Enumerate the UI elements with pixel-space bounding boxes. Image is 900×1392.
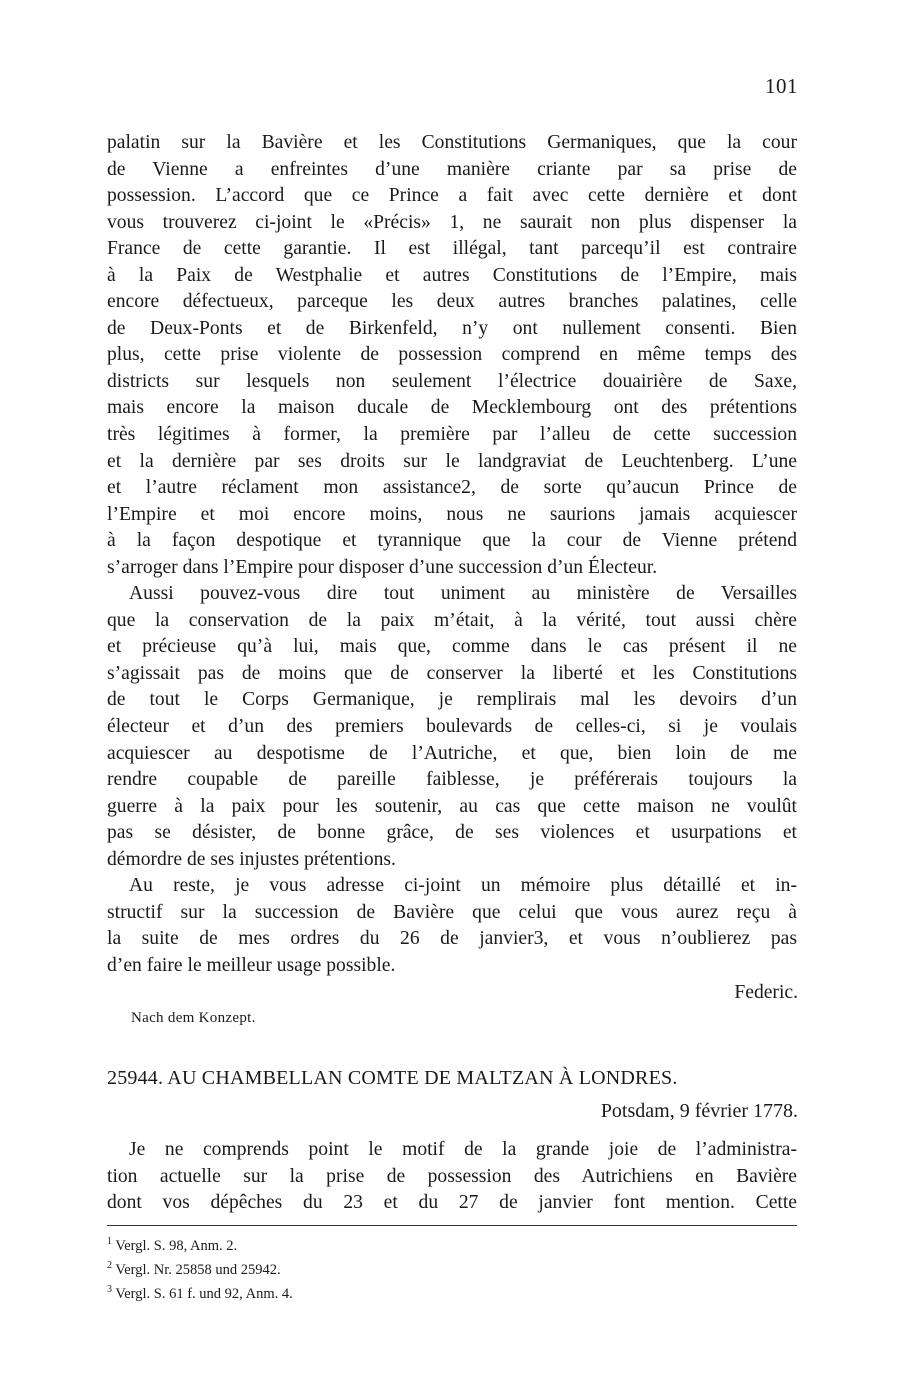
- footnote-text: Vergl. S. 61 f. und 92, Anm. 4.: [112, 1285, 293, 1302]
- text-line: de tout le Corps Germanique, je remplirais mal les devoirs d’un: [107, 689, 797, 711]
- text-line: s’agissait pas de moins que de conserver la liberté et les Constitutions: [107, 662, 797, 684]
- text-line: Aussi pouvez-vous dire tout uniment au ministère de Versailles: [129, 583, 797, 605]
- footnote-mark: 2: [107, 1259, 112, 1271]
- footnote: [107, 1232, 293, 1256]
- text-line: et la dernière par ses droits sur le landgraviat de Leuchtenberg. L’une: [107, 450, 797, 472]
- footnote-text: Vergl. S. 98, Anm. 2.: [112, 1237, 238, 1254]
- letter-text: [107, 1137, 797, 1217]
- text-line: que la conservation de la paix m’était, à la vérité, tout aussi chère: [107, 609, 797, 631]
- signature: Federic.: [734, 982, 798, 1003]
- text-line: plus, cette prise violente de possession comprend en même temps des: [107, 344, 797, 366]
- text-line: d’en faire le meilleur usage possible.: [107, 954, 396, 976]
- text-line: l’Empire et moi encore moins, nous ne saurions jamais acquiescer: [107, 503, 797, 525]
- source-note: Nach dem Konzept.: [131, 1010, 256, 1026]
- text-line: districts sur lesquels non seulement l’électrice douairière de Saxe,: [107, 370, 797, 392]
- text-line: à la Paix de Westphalie et autres Constitutions de l’Empire, mais: [107, 264, 797, 286]
- footnote: [107, 1256, 293, 1280]
- text-line: et l’autre réclament mon assistance2, de sorte qu’aucun Prince de: [107, 477, 797, 499]
- text-line: vous trouverez ci-joint le «Précis» 1, ne saurait non plus dispenser la: [107, 211, 797, 233]
- text-line: de Vienne a enfreintes d’une manière criante par sa prise de: [107, 158, 797, 180]
- text-line: pas se désister, de bonne grâce, de ses violences et usurpations et: [107, 822, 797, 844]
- footnote-mark: 1: [107, 1236, 112, 1247]
- text-line: Je ne comprends point le motif de la grande joie de l’administra-: [129, 1139, 797, 1160]
- footnote-mark: 3: [107, 1283, 112, 1295]
- text-line: très légitimes à former, la première par l’alleu de cette succession: [107, 424, 797, 446]
- text-line: la suite de mes ordres du 26 de janvier3, et vous n’oublierez pas: [107, 928, 797, 950]
- text-line: tion actuelle sur la prise de possession des Autrichiens en Bavière: [107, 1165, 797, 1187]
- text-line: s’arroger dans l’Empire pour disposer d’une succession d’un Électeur.: [107, 556, 658, 578]
- main-text: [107, 130, 797, 980]
- text-line: palatin sur la Bavière et les Constitutions Germaniques, que la cour: [107, 132, 797, 153]
- text-line: Au reste, je vous adresse ci-joint un mémoire plus détaillé et in-: [129, 875, 797, 897]
- text-line: dont vos dépêches du 23 et du 27 de janvier font mention. Cette: [107, 1192, 797, 1214]
- text-line: guerre à la paix pour les soutenir, au cas que cette maison ne voulût: [107, 795, 797, 817]
- text-line: à la façon despotique et tyrannique que la cour de Vienne prétend: [107, 530, 797, 552]
- footnotes: [107, 1232, 293, 1303]
- footnote-text: Vergl. Nr. 25858 und 25942.: [112, 1261, 281, 1278]
- text-line: encore défectueux, parceque les deux autres branches palatines, celle: [107, 291, 797, 313]
- letter-heading: 25944. AU CHAMBELLAN COMTE DE MALTZAN À LONDRES.: [107, 1067, 678, 1089]
- footnote: [107, 1280, 293, 1304]
- text-line: de Deux-Ponts et de Birkenfeld, n’y ont nullement consenti. Bien: [107, 317, 797, 339]
- text-line: structif sur la succession de Bavière que celui que vous aurez reçu à: [107, 901, 797, 923]
- text-line: acquiescer au despotisme de l’Autriche, et que, bien loin de me: [107, 742, 797, 764]
- text-line: démordre de ses injustes prétentions.: [107, 848, 396, 870]
- text-line: électeur et d’un des premiers boulevards de celles-ci, si je voulais: [107, 716, 797, 738]
- text-line: possession. L’accord que ce Prince a fait avec cette dernière et dont: [107, 185, 797, 207]
- page-number: 101: [765, 74, 798, 98]
- text-line: et précieuse qu’à lui, mais que, comme dans le cas présent il ne: [107, 636, 797, 658]
- footnote-divider: [107, 1225, 797, 1226]
- text-line: mais encore la maison ducale de Mecklembourg ont des prétentions: [107, 397, 797, 419]
- text-line: rendre coupable de pareille faiblesse, je préférerais toujours la: [107, 769, 797, 791]
- text-line: France de cette garantie. Il est illégal, tant parcequ’il est contraire: [107, 238, 797, 260]
- letter-place-date: Potsdam, 9 février 1778.: [600, 1100, 798, 1122]
